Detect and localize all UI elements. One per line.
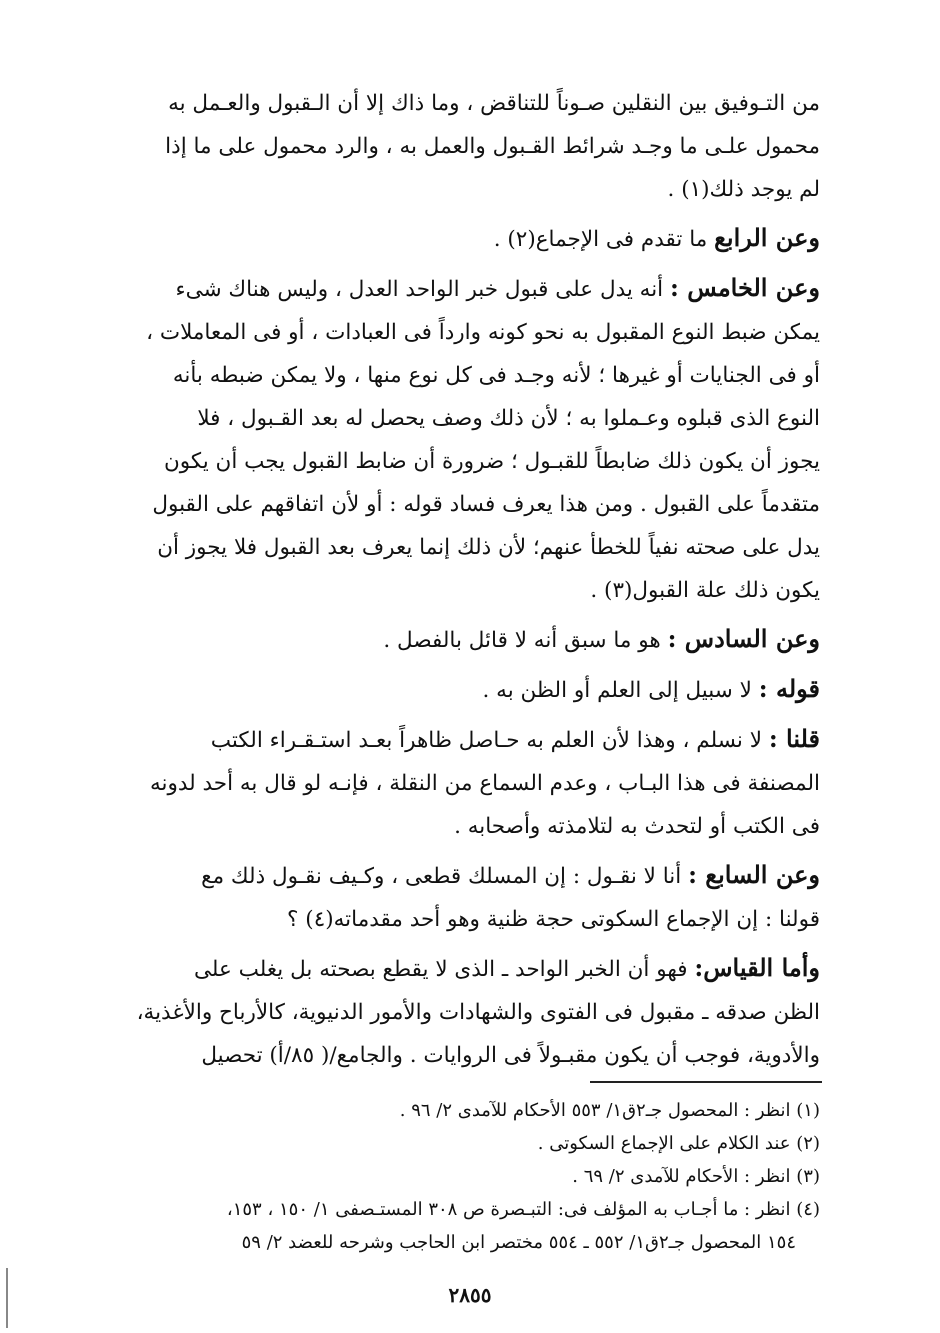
paragraph-6 — [118, 717, 820, 848]
footnote-separator — [590, 1081, 822, 1083]
paragraph-7 — [118, 853, 820, 941]
paragraph-lead: وأما القياس: — [694, 953, 820, 982]
paragraph-text: فهو أن الخبر الواحد ـ الذى لا يقطع بصحته بل يغلب على — [193, 957, 695, 982]
paragraph-text: لا نسلم ، وهذا لأن العلم به حـاصل ظاهراً بعـد استـقـراء الكتب — [210, 728, 769, 753]
text-line: من التـوفيق بين النقلين صـوناً للتناقض ، وما ذاك إلا أن الـقبول والعـمل به — [168, 91, 820, 116]
paragraph-text: هو ما سبق أنه لا قائل بالفصل . — [383, 628, 668, 653]
text-line — [118, 667, 820, 712]
paragraph-text: ما تقدم فى الإجماع(٢) . — [493, 227, 715, 252]
paragraph-lead: قلنا : — [768, 724, 820, 753]
text-line: لم يوجد ذلك(١) . — [667, 177, 820, 202]
text-line: محمول علـى ما وجـد شرائط القـبول والعمل به ، والرد محمول على ما إذا — [165, 134, 820, 159]
text-line — [118, 216, 820, 261]
footnotes — [118, 1094, 820, 1259]
text-line — [118, 617, 820, 662]
footnote-1: (١) انظر : المحصول جـ٢ق١/ ٥٥٣ الأحكام للآمدى ٢/ ٩٦ . — [399, 1100, 820, 1121]
page-number: ٢٨٥٥ — [448, 1283, 492, 1307]
footnote-3: (٣) انظر : الأحكام للآمدى ٢/ ٦٩ . — [572, 1166, 820, 1187]
text-line: متقدماً على القبول . ومن هذا يعرف فساد قوله : أو لأن اتفاقهم على القبول — [152, 492, 820, 517]
text-line: والأدوية، فوجب أن يكون مقبـولاً فى الروايات . والجامع/( ٨٥/أ) تحصيل — [201, 1043, 820, 1068]
text-line: قولنا : إن الإجماع السكوتى حجة ظنية وهو أحد مقدماته(٤) ؟ — [287, 907, 820, 932]
paragraph-3 — [118, 266, 820, 612]
paragraph-lead: وعن الرابع — [714, 223, 820, 252]
paragraph-text: أنه يدل على قبول خبر الواحد العدل ، وليس هناك شىء — [175, 277, 670, 302]
footnote-4-continuation: ١٥٤ المحصول جـ٢ق١/ ٥٥٢ ـ ٥٥٤ مختصر ابن الحاجب وشرحه للعضد ٢/ ٥٩ — [241, 1232, 796, 1253]
text-line: النوع الذى قبلوه وعـملوا به ؛ لأن ذلك وصف يحصل له بعد القـبول ، فلا — [197, 406, 820, 431]
text-line: يجوز أن يكون ذلك ضابطاً للقبـول ؛ ضرورة أن ضابط القبول يجب أن يكون — [163, 449, 820, 474]
footnote-4: (٤) انظر : ما أجـاب به المؤلف فى: التبـصرة ص ٣٠٨ المستـصفى ١/ ١٥٠ ، ١٥٣، — [226, 1199, 820, 1220]
text-line — [118, 266, 820, 311]
paragraph-lead: وعن السادس : — [667, 624, 820, 653]
text-line — [118, 717, 820, 762]
text-line: فى الكتب أو لتحدث به لتلامذته وأصحابه . — [454, 814, 820, 839]
paragraph-lead: قوله : — [758, 674, 820, 703]
text-line: يمكن ضبط النوع المقبول به نحو كونه وارداً فى العبادات ، أو فى المعاملات ، — [146, 320, 820, 345]
main-text — [118, 82, 820, 1082]
paragraph-5 — [118, 667, 820, 712]
scan-edge-mark — [6, 1268, 8, 1328]
text-line: يكون ذلك علة القبول(٣) . — [590, 578, 820, 603]
text-line — [118, 946, 820, 991]
text-line — [118, 853, 820, 898]
paragraph-text: أنا لا نقـول : إن المسلك قطعى ، وكـيف نقـول ذلك مع — [201, 864, 689, 889]
paragraph-4 — [118, 617, 820, 662]
text-line: أو فى الجنايات أو غيرها ؛ لأنه وجـد فى كل نوع منها ، ولا يمكن ضبطه بأنه — [172, 363, 820, 388]
paragraph-lead: وعن الخامس : — [670, 273, 820, 302]
paragraph-1 — [118, 82, 820, 211]
text-line: يدل على صحته نفياً للخطأ عنهم؛ لأن ذلك إنما يعرف بعد القبول فلا يجوز أن — [157, 535, 820, 560]
paragraph-text: لا سبيل إلى العلم أو الظن به . — [482, 678, 759, 703]
text-line: المصنفة فى هذا البـاب ، وعدم السماع من النقلة ، فإنـه لو قال به أحد لدونه — [149, 771, 820, 796]
paragraph-lead: وعن السابع : — [688, 860, 820, 889]
footnote-2: (٢) عند الكلام على الإجماع السكوتى . — [537, 1133, 820, 1154]
paragraph-8 — [118, 946, 820, 1077]
text-line: الظن صدقه ـ مقبول فى الفتوى والشهادات والأمور الدنيوية، كالأرباح والأغذية، — [136, 1000, 820, 1025]
paragraph-2 — [118, 216, 820, 261]
